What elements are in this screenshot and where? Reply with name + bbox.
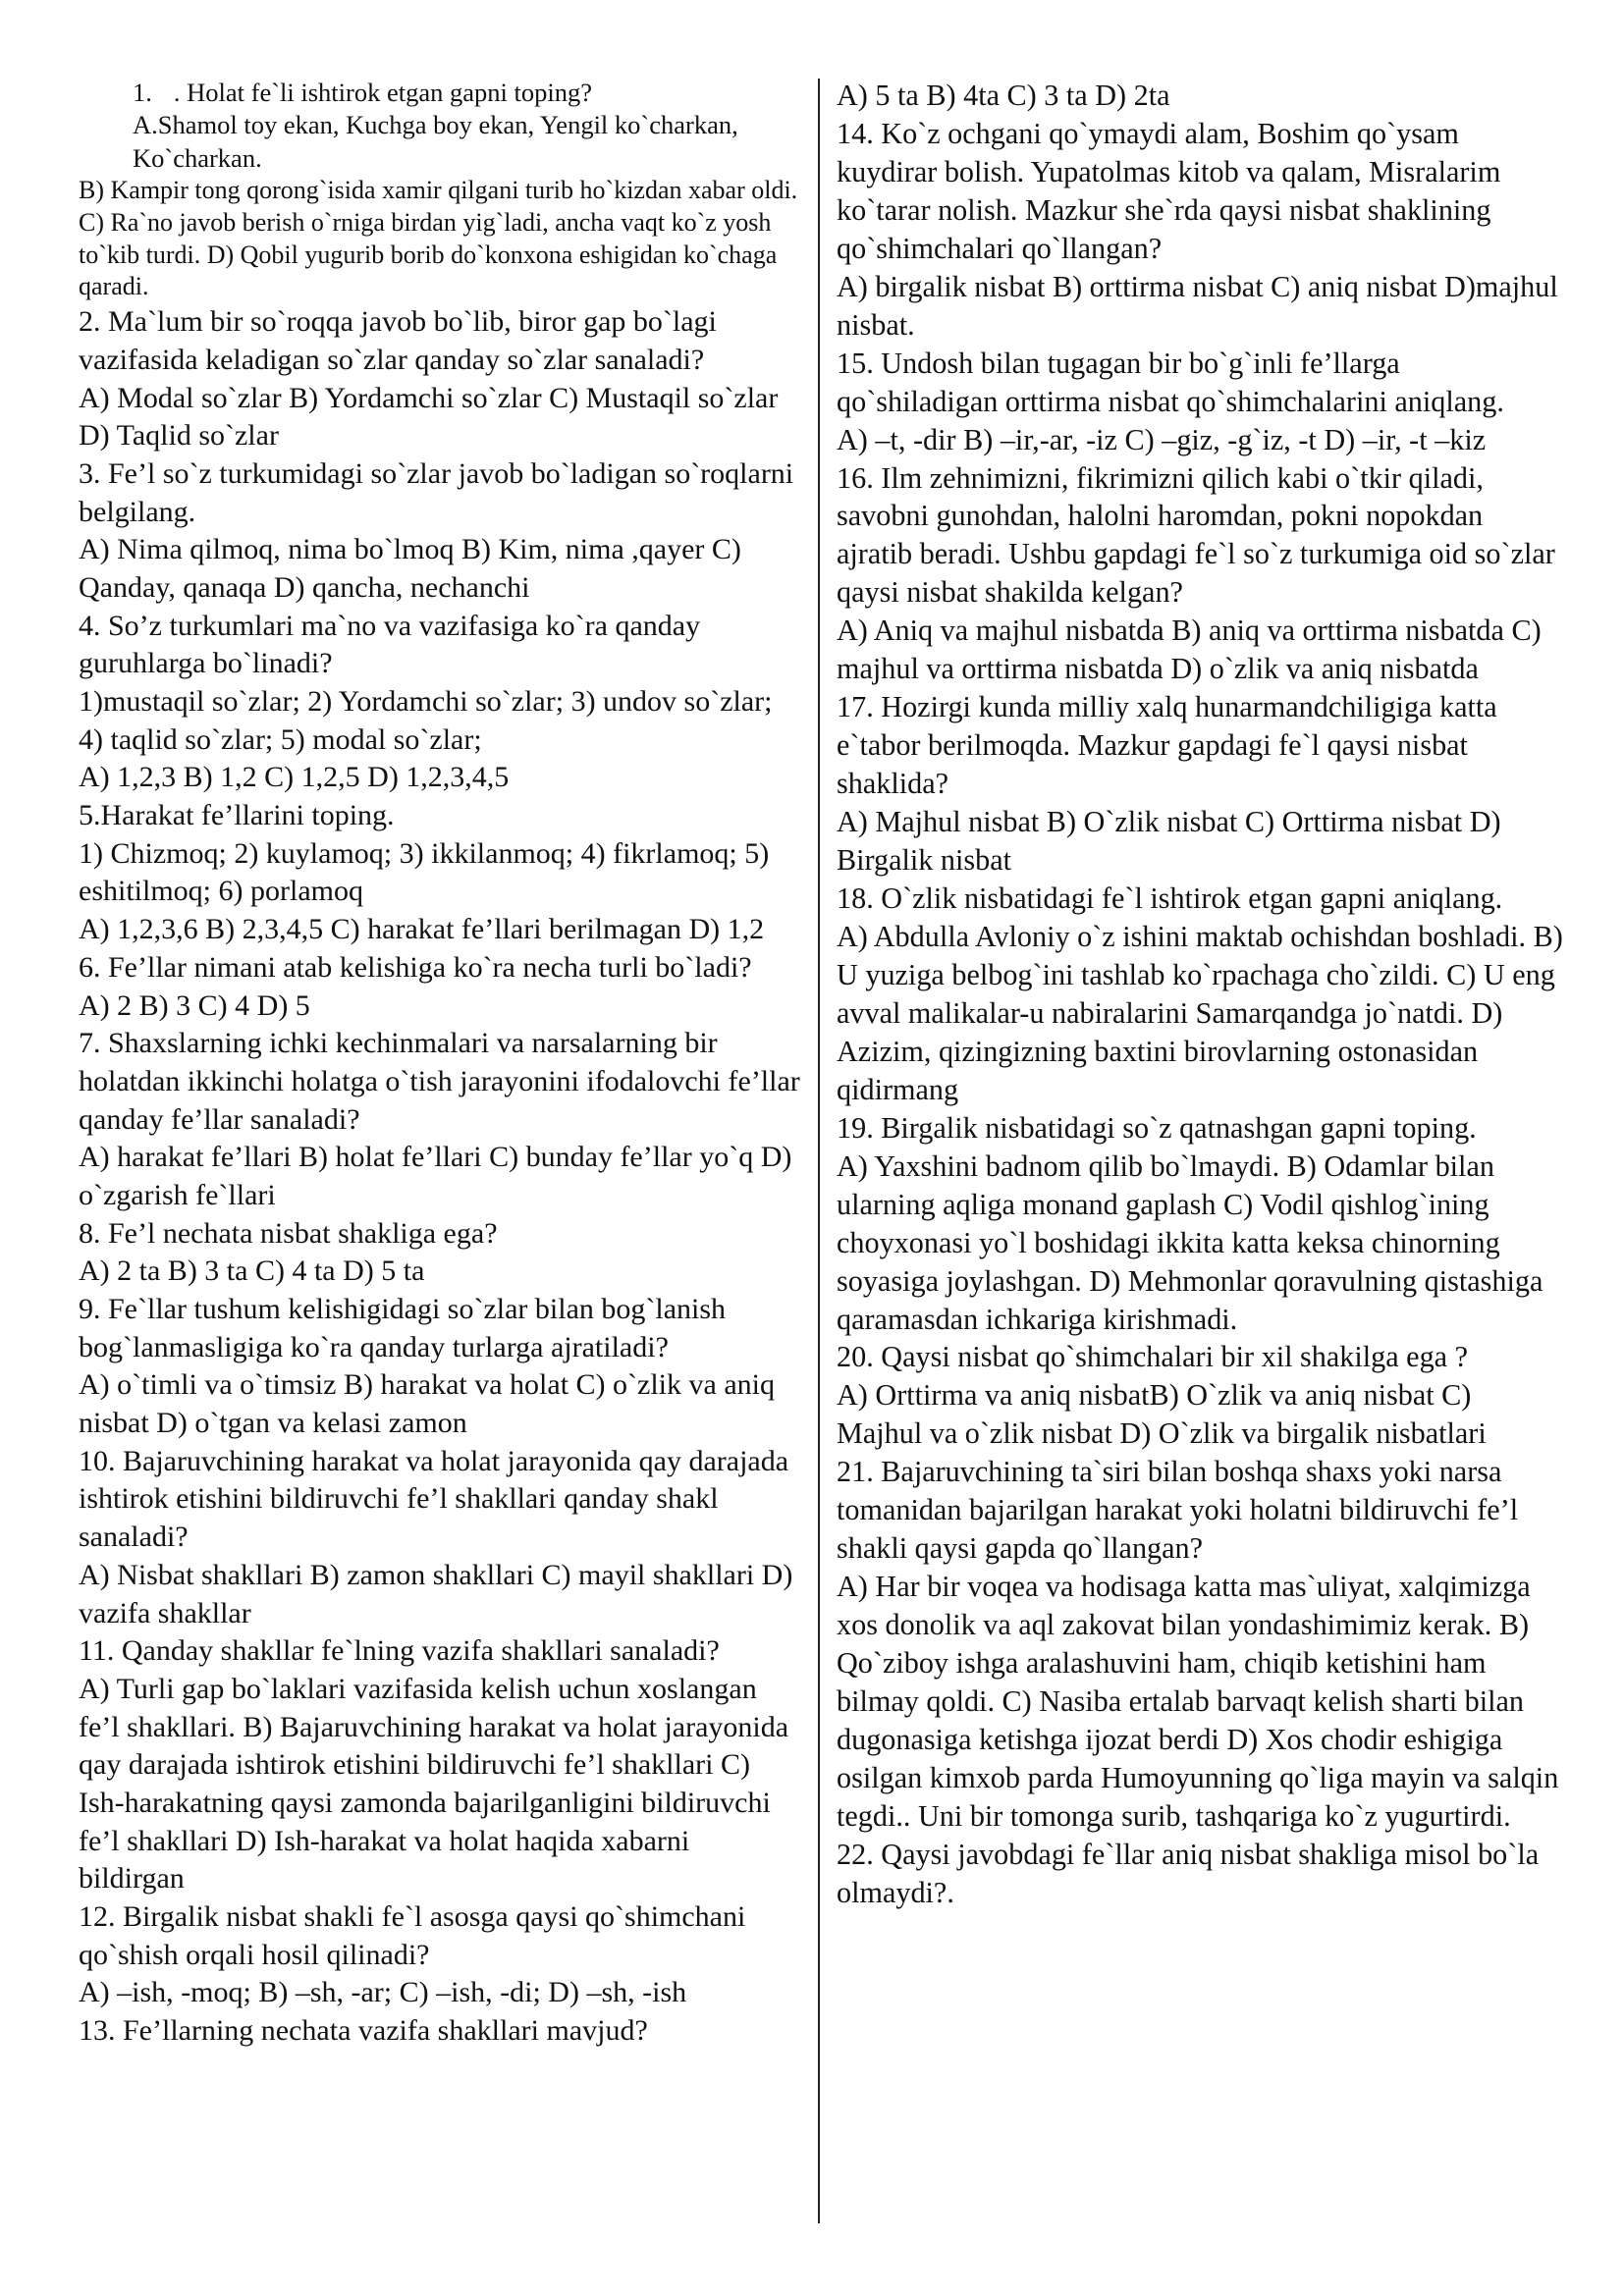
text-line: 4. So’z turkumlari ma`no va vazifasiga ko`ra qanday guruhlarga bo`linadi? xyxy=(79,609,701,680)
text-line: 21. Bajaruvchining ta`siri bilan boshqa shaxs yoki narsa tomanidan bajarilgan harakat yoki holatni bildiruvchi fe’l shakli qaysi gapda qo`llangan? xyxy=(837,1455,1519,1566)
text-line: A) Abdulla Avloniy o`z ishini maktab ochishdan boshladi. B) U yuziga belbog`ini tashlab ko`rpachaga cho`zildi. C) U eng avval malikalar-u nabiralarini Samarqandga jo`natdi. D) Azizim, qizingizning baxtini birovlarning ostonasidan qidirmang xyxy=(837,919,1563,1106)
text-line: 18. O`zlik nisbatidagi fe`l ishtirok etgan gapni aniqlang. xyxy=(837,881,1503,916)
text-line: 8. Fe’l nechata nisbat shakliga ega? xyxy=(79,1216,498,1250)
text-line: 12. Birgalik nisbat shakli fe`l asosga qaysi qo`shimchani qo`shish orqali hosil qilinadi? xyxy=(79,1900,746,1971)
text-line: A) Turli gap bo`laklari vazifasida kelish uchun xoslangan fe’l shakllari. B) Bajaruvchining harakat va holat jarayonida qay darajada ishtirok etishini bildiruvchi fe’l shakllari C) Ish-harakatning qaysi zamonda bajarilganligini bildiruvchi fe’l shakllari D) Ish-harakat va holat haqida xabarni bildirgan xyxy=(79,1672,789,1896)
text-line: A) Nima qilmoq, nima bo`lmoq B) Kim, nima ,qayer C) Qanday, qanaqa D) qancha, nechanchi xyxy=(79,533,741,604)
text-line: 15. Undosh bilan tugagan bir bo`g`inli fe’llarga qo`shiladigan orttirma nisbat qo`shimchalarini aniqlang. xyxy=(837,346,1504,418)
text-line: A) Aniq va majhul nisbatda B) aniq va orttirma nisbatda C) majhul va orttirma nisbatda D) o`zlik va aniq nisbatda xyxy=(837,614,1542,686)
text-line: A) 5 ta B) 4ta C) 3 ta D) 2ta xyxy=(837,79,1170,112)
question-1-text: . Holat fe`li ishtirok etgan gapni toping? xyxy=(173,78,592,107)
text-line: 1) Chizmoq; 2) kuylamoq; 3) ikkilanmoq; 4) fikrlamoq; 5) eshitilmoq; 6) porlamoq xyxy=(79,836,770,908)
text-line: 9. Fe`llar tushum kelishigidagi so`zlar bilan bog`lanish bog`lanmasligiga ko`ra qanday turlarga ajratiladi? xyxy=(79,1293,727,1363)
text-line: 22. Qaysi javobdagi fe`llar aniq nisbat shakliga misol bo`la olmaydi?. xyxy=(837,1837,1540,1909)
text-line: 16. Ilm zehnimizni, fikrimizni qilich kabi o`tkir qiladi, savobni gunohdan, halolni haromdan, pokni nopokdan ajratib beradi. Ushbu gapdagi fe`l so`z turkumiga oid so`zlar qaysi nisbat shakilda kelgan? xyxy=(837,460,1555,610)
text-line: 7. Shaxslarning ichki kechinmalari va narsalarning bir holatdan ikkinchi holatga o`tish jarayonini ifodalovchi fe’llar qanday fe’llar sanaladi? xyxy=(79,1027,800,1136)
column-divider xyxy=(818,79,820,2223)
text-line: A) Yaxshini badnom qilib bo`lmaydi. B) Odamlar bilan ularning aqliga monand gaplash C) Vodil qishlog`ining choyxonasi yo`l boshidagi ikkita katta keksa chinorning soyasiga joylashgan. D) Mehmonlar qoravulning qistashiga qaramasdan ichkariga kirishmadi. xyxy=(837,1148,1543,1336)
text-line: 19. Birgalik nisbatidagi so`z qatnashgan gapni toping. xyxy=(837,1110,1477,1145)
text-line: A) 1,2,3 B) 1,2 C) 1,2,5 D) 1,2,3,4,5 xyxy=(79,761,510,794)
text-line: 6. Fe’llar nimani atab kelishiga ko`ra necha turli bo`ladi? xyxy=(79,950,752,984)
text-line: A) –t, -dir B) –ir,-ar, -iz C) –giz, -g`iz, -t D) –ir, -t –kiz xyxy=(837,422,1487,456)
text-line: 3. Fe’l so`z turkumidagi so`zlar javob bo`ladigan so`roqlarni belgilang. xyxy=(79,456,794,528)
text-line: 14. Ko`z ochgani qo`ymaydi alam, Boshim qo`ysam kuydirar bolish. Yupatolmas kitob va qalam, Misralarim ko`tarar nolish. Mazkur she`rda qaysi nisbat shaklining qo`shimchalari qo`llangan? xyxy=(837,116,1501,265)
text-line: 1)mustaqil so`zlar; 2) Yordamchi so`zlar; 3) undov so`zlar; 4) taqlid so`zlar; 5) modal so`zlar; xyxy=(79,685,773,756)
text-line: 17. Hozirgi kunda milliy xalq hunarmandchiligiga katta e`tabor berilmoqda. Mazkur gapdagi fe`l qaysi nisbat shaklida? xyxy=(837,690,1497,801)
text-line: A) 1,2,3,6 B) 2,3,4,5 C) harakat fe’llari berilmagan D) 1,2 xyxy=(79,913,765,946)
text-line: A) Nisbat shakllari B) zamon shakllari C) mayil shakllari D) vazifa shakllar xyxy=(79,1558,793,1629)
text-line: 5.Harakat fe’llarini toping. xyxy=(79,799,395,832)
question-1-options: B) Kampir tong qorong`isida xamir qilgani turib ho`kizdan xabar oldi. C) Ra`no javob berish o`rniga birdan yig`ladi, ancha vaqt ko`z yosh to`kib turdi. D) Qobil yugurib borib do`konxona eshigidan ko`chaga qaradi. xyxy=(79,176,798,301)
text-line: A) Har bir voqea va hodisaga katta mas`uliyat, xalqimizga xos donolik va aql zakovat bilan yondashimimiz kerak. B) Qo`ziboy ishga aralashuvini ham, chiqib ketishini ham bilmay qoldi. C) Nasiba ertalab barvaqt kelish sharti bilan dugonasiga ketishga ijozat berdi D) Xos chodir eshigiga osilgan kimxob parda Humoyunning qo`liga mayin va salqin tegdi.. Uni bir tomonga surib, tashqariga ko`z yugurtirdi. xyxy=(837,1570,1559,1833)
text-line: 13. Fe’llarning nechata vazifa shakllari mavjud? xyxy=(79,2014,648,2048)
question-1-number: 1. xyxy=(133,78,152,107)
right-column xyxy=(837,77,1563,1912)
text-line: 20. Qaysi nisbat qo`shimchalari bir xil shakilga ega ? xyxy=(837,1340,1469,1374)
text-line: A) o`timli va o`timsiz B) harakat va holat C) o`zlik va aniq nisbat D) o`tgan va kelasi zamon xyxy=(79,1368,775,1440)
left-column xyxy=(79,77,800,2051)
text-line: 11. Qanday shakllar fe`lning vazifa shakllari sanaladi? xyxy=(79,1634,720,1668)
text-line: A) 2 B) 3 C) 4 D) 5 xyxy=(79,988,310,1022)
question-1 xyxy=(79,77,800,109)
text-line: A) Modal so`zlar B) Yordamchi so`zlar C) Mustaqil so`zlar D) Taqlid so`zlar xyxy=(79,381,779,453)
text-line: A) birgalik nisbat B) orttirma nisbat C) aniq nisbat D)majhul nisbat. xyxy=(837,269,1558,342)
question-1-option-a: A.Shamol toy ekan, Kuchga boy ekan, Yengil ko`charkan, Ko`charkan. xyxy=(133,110,738,173)
text-line: 2. Ma`lum bir so`roqqa javob bo`lib, biror gap bo`lagi vazifasida keladigan so`zlar qanday so`zlar sanaladi? xyxy=(79,305,717,376)
text-line: 10. Bajaruvchining harakat va holat jarayonida qay darajada ishtirok etishini bildiruvchi fe’l shakllari qanday shakl sanaladi? xyxy=(79,1444,789,1554)
text-line: A) Orttirma va aniq nisbatB) O`zlik va aniq nisbat C) Majhul va o`zlik nisbat D) O`zlik va birgalik nisbatlari xyxy=(837,1378,1487,1451)
text-line: A) –ish, -moq; B) –sh, -ar; C) –ish, -di; D) –sh, -ish xyxy=(79,1976,687,2009)
text-line: A) harakat fe’llari B) holat fe’llari C) bunday fe’llar yo`q D) o`zgarish fe`llari xyxy=(79,1141,792,1211)
text-line: A) 2 ta B) 3 ta C) 4 ta D) 5 ta xyxy=(79,1255,425,1288)
text-line: A) Majhul nisbat B) O`zlik nisbat C) Orttirma nisbat D) Birgalik nisbat xyxy=(837,805,1501,878)
